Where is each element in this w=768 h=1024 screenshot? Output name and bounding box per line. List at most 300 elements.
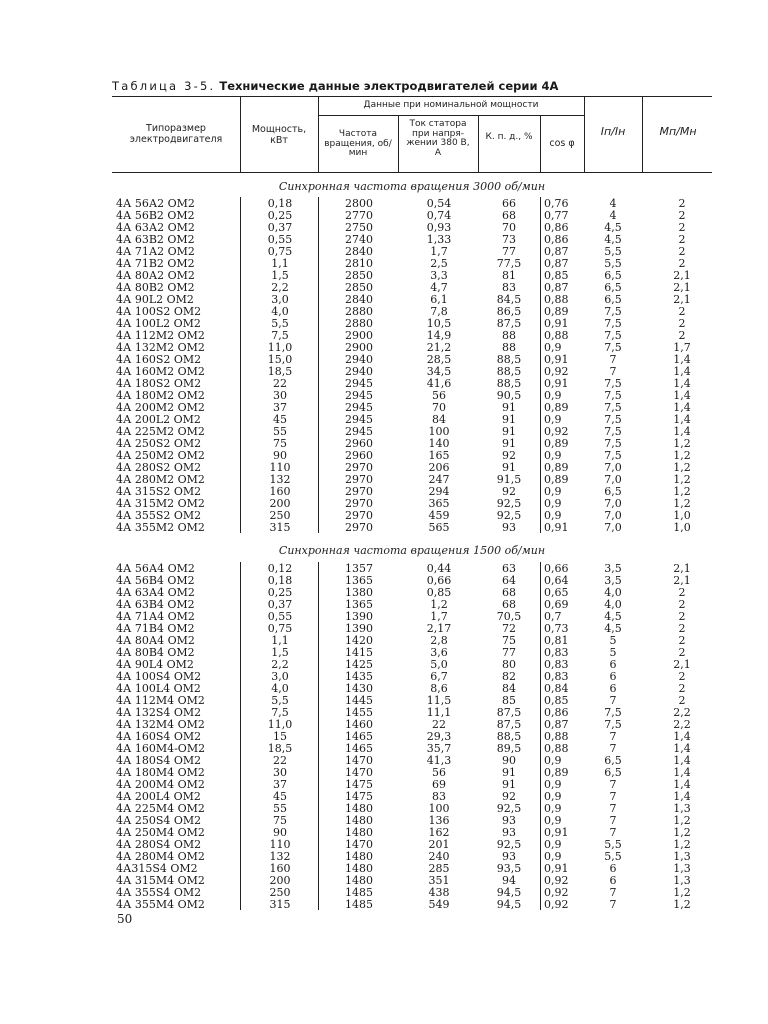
speed-cell: 1480 [345,850,373,863]
speed-cell: 2945 [345,425,373,438]
speed-cell: 2970 [345,461,373,474]
power-cell: 3,0 [271,670,289,683]
current-cell: 5,0 [430,658,448,671]
motor-type-cell: 4А 200М4 ОМ2 [116,778,205,791]
power-cell: 7,5 [271,329,289,342]
rows-3000 [0,198,768,534]
header-torque-ratio: Mп/Mн [659,125,697,138]
torque-ratio-cell: 1,2 [673,838,691,851]
table-top-rule [112,96,712,97]
power-cell: 200 [269,497,291,510]
power-cell: 18,5 [267,365,293,378]
current-ratio-cell: 4,5 [604,622,622,635]
torque-ratio-cell: 2,1 [673,293,691,306]
current-ratio-cell: 7,0 [604,497,622,510]
motor-type-cell: 4А 80А4 ОМ2 [116,634,195,647]
power-cell: 2,2 [271,658,289,671]
cos-phi-cell: 0,92 [544,874,569,887]
cos-phi-cell: 0,88 [544,742,569,755]
speed-cell: 2945 [345,413,373,426]
group-header-rule [318,115,584,116]
cos-phi-cell: 0,92 [544,425,569,438]
efficiency-cell: 68 [502,586,516,599]
current-cell: 11,1 [426,706,452,719]
torque-ratio-cell: 2 [678,317,686,330]
power-cell: 0,75 [267,622,293,635]
current-cell: 165 [428,449,450,462]
cos-phi-cell: 0,64 [544,574,569,587]
cos-phi-cell: 0,83 [544,646,569,659]
motor-type-cell: 4А 180S2 ОМ2 [116,377,202,390]
current-ratio-cell: 7,5 [604,305,622,318]
power-cell: 90 [273,449,287,462]
efficiency-cell: 80 [502,658,516,671]
power-cell: 5,5 [271,694,289,707]
cos-phi-cell: 0,9 [544,509,562,522]
current-ratio-cell: 7 [609,898,617,911]
cos-phi-cell: 0,81 [544,634,569,647]
cos-phi-cell: 0,87 [544,245,569,258]
power-cell: 15,0 [267,353,293,366]
speed-cell: 1390 [345,610,373,623]
speed-cell: 1430 [345,682,373,695]
power-cell: 30 [273,389,287,402]
efficiency-cell: 83 [502,281,516,294]
header-bottom-rule [112,172,712,173]
speed-cell: 1475 [345,790,373,803]
torque-ratio-cell: 2 [678,245,686,258]
efficiency-cell: 88 [502,329,516,342]
page-number: 50 [117,912,133,926]
speed-cell: 1465 [345,742,373,755]
current-cell: 100 [428,802,450,815]
motor-type-cell: 4А 315S2 ОМ2 [116,485,202,498]
motor-type-cell: 4А 63В4 ОМ2 [116,598,195,611]
current-cell: 3,6 [430,646,448,659]
current-cell: 201 [428,838,450,851]
speed-cell: 1465 [345,730,373,743]
power-cell: 22 [273,377,287,390]
power-cell: 0,18 [267,574,293,587]
current-ratio-cell: 4 [609,197,617,210]
current-ratio-cell: 4,0 [604,586,622,599]
efficiency-cell: 73 [502,233,516,246]
speed-cell: 2750 [345,221,373,234]
torque-ratio-cell: 1,4 [673,401,691,414]
current-ratio-cell: 7 [609,353,617,366]
motor-type-cell: 4А 200М2 ОМ2 [116,401,205,414]
power-cell: 22 [273,754,287,767]
current-ratio-cell: 6 [609,658,617,671]
current-ratio-cell: 7,5 [604,329,622,342]
motor-type-cell: 4А 132S4 ОМ2 [116,706,202,719]
efficiency-cell: 84 [502,682,516,695]
power-cell: 0,18 [267,197,293,210]
cos-phi-cell: 0,9 [544,389,562,402]
motor-type-cell: 4А315S4 ОМ2 [116,862,198,875]
current-cell: 83 [432,790,446,803]
current-ratio-cell: 4,5 [604,233,622,246]
speed-cell: 2945 [345,377,373,390]
cos-phi-cell: 0,9 [544,485,562,498]
current-ratio-cell: 6,5 [604,293,622,306]
efficiency-cell: 68 [502,209,516,222]
current-cell: 0,66 [426,574,452,587]
efficiency-cell: 92,5 [496,802,522,815]
current-ratio-cell: 4,0 [604,598,622,611]
torque-ratio-cell: 2,1 [673,281,691,294]
speed-cell: 1435 [345,670,373,683]
power-cell: 45 [273,413,287,426]
efficiency-cell: 92,5 [496,497,522,510]
cos-phi-cell: 0,83 [544,670,569,683]
torque-ratio-cell: 1,2 [673,485,691,498]
power-cell: 0,37 [267,221,293,234]
current-ratio-cell: 7,5 [604,401,622,414]
motor-type-cell: 4А 71А2 ОМ2 [116,245,195,258]
torque-ratio-cell: 1,2 [673,898,691,911]
power-cell: 250 [269,886,291,899]
efficiency-cell: 92,5 [496,509,522,522]
current-cell: 365 [428,497,450,510]
motor-type-cell: 4А 112М2 ОМ2 [116,329,205,342]
current-ratio-cell: 7,5 [604,425,622,438]
current-cell: 84 [432,413,446,426]
current-cell: 140 [428,437,450,450]
speed-cell: 2900 [345,341,373,354]
power-cell: 75 [273,814,287,827]
motor-type-cell: 4А 63А4 ОМ2 [116,586,195,599]
speed-cell: 2940 [345,365,373,378]
speed-cell: 2900 [345,329,373,342]
speed-cell: 2840 [345,245,373,258]
motor-type-cell: 4А 63А2 ОМ2 [116,221,195,234]
current-cell: 0,74 [426,209,452,222]
efficiency-cell: 91 [502,425,516,438]
motor-type-cell: 4А 90L2 ОМ2 [116,293,194,306]
motor-type-cell: 4А 112М4 ОМ2 [116,694,205,707]
efficiency-cell: 92 [502,449,516,462]
motor-type-cell: 4А 315М4 ОМ2 [116,874,205,887]
cos-phi-cell: 0,9 [544,413,562,426]
speed-cell: 2970 [345,485,373,498]
cos-phi-cell: 0,76 [544,197,569,210]
cos-phi-cell: 0,69 [544,598,569,611]
motor-type-cell: 4А 355S2 ОМ2 [116,509,202,522]
power-cell: 18,5 [267,742,293,755]
motor-type-cell: 4А 80В2 ОМ2 [116,281,195,294]
torque-ratio-cell: 1,2 [673,814,691,827]
speed-cell: 2880 [345,317,373,330]
efficiency-cell: 88,5 [496,353,522,366]
power-cell: 37 [273,778,287,791]
torque-ratio-cell: 2 [678,694,686,707]
current-cell: 21,2 [426,341,452,354]
speed-cell: 2810 [345,257,373,270]
current-cell: 247 [428,473,450,486]
cos-phi-cell: 0,92 [544,886,569,899]
efficiency-cell: 77,5 [496,257,522,270]
cos-phi-cell: 0,89 [544,401,569,414]
speed-cell: 2960 [345,437,373,450]
power-cell: 0,37 [267,598,293,611]
motor-type-cell: 4А 56В2 ОМ2 [116,209,195,222]
torque-ratio-cell: 2 [678,586,686,599]
current-cell: 70 [432,401,446,414]
efficiency-cell: 88,5 [496,377,522,390]
current-ratio-cell: 5,5 [604,838,622,851]
power-cell: 75 [273,437,287,450]
motor-type-cell: 4А 160М4-ОМ2 [116,742,206,755]
cos-phi-cell: 0,65 [544,586,569,599]
power-cell: 11,0 [267,718,293,731]
power-cell: 0,75 [267,245,293,258]
torque-ratio-cell: 1,2 [673,437,691,450]
torque-ratio-cell: 1,3 [673,850,691,863]
efficiency-cell: 77 [502,245,516,258]
current-ratio-cell: 7,5 [604,706,622,719]
current-ratio-cell: 7,0 [604,521,622,534]
current-cell: 2,5 [430,257,448,270]
cos-phi-cell: 0,9 [544,754,562,767]
power-cell: 4,0 [271,682,289,695]
efficiency-cell: 93 [502,814,516,827]
cos-phi-cell: 0,9 [544,497,562,510]
speed-cell: 1480 [345,814,373,827]
current-cell: 35,7 [426,742,452,755]
current-ratio-cell: 7 [609,826,617,839]
motor-type-cell: 4А 280М4 ОМ2 [116,850,205,863]
cos-phi-cell: 0,91 [544,353,569,366]
speed-cell: 2970 [345,473,373,486]
efficiency-cell: 88 [502,341,516,354]
efficiency-cell: 89,5 [496,742,522,755]
current-cell: 56 [432,389,446,402]
cos-phi-cell: 0,87 [544,718,569,731]
current-cell: 294 [428,485,450,498]
current-cell: 0,93 [426,221,452,234]
power-cell: 110 [269,838,291,851]
cos-phi-cell: 0,9 [544,790,562,803]
cos-phi-cell: 0,86 [544,221,569,234]
torque-ratio-cell: 1,4 [673,425,691,438]
torque-ratio-cell: 2 [678,634,686,647]
efficiency-cell: 82 [502,670,516,683]
current-cell: 100 [428,425,450,438]
motor-type-cell: 4А 160S4 ОМ2 [116,730,202,743]
current-cell: 6,1 [430,293,448,306]
speed-cell: 1357 [345,562,373,575]
motor-type-cell: 4А 250М4 ОМ2 [116,826,205,839]
current-ratio-cell: 7 [609,778,617,791]
motor-type-cell: 4А 56В4 ОМ2 [116,574,195,587]
efficiency-cell: 91 [502,437,516,450]
current-ratio-cell: 4,5 [604,610,622,623]
current-cell: 0,44 [426,562,452,575]
efficiency-cell: 87,5 [496,706,522,719]
torque-ratio-cell: 2 [678,610,686,623]
motor-type-cell: 4А 160М2 ОМ2 [116,365,205,378]
torque-ratio-cell: 2 [678,598,686,611]
current-cell: 41,3 [426,754,452,767]
cos-phi-cell: 0,91 [544,521,569,534]
cos-phi-cell: 0,86 [544,233,569,246]
speed-cell: 2960 [345,449,373,462]
table-row [0,899,768,911]
speed-cell: 1480 [345,874,373,887]
power-cell: 0,12 [267,562,293,575]
current-ratio-cell: 7 [609,730,617,743]
torque-ratio-cell: 1,0 [673,509,691,522]
motor-type-cell: 4А 355М2 ОМ2 [116,521,205,534]
motor-type-cell: 4А 56А2 ОМ2 [116,197,195,210]
power-cell: 315 [269,521,291,534]
power-cell: 200 [269,874,291,887]
current-ratio-cell: 7,5 [604,389,622,402]
efficiency-cell: 70,5 [496,610,522,623]
motor-type-cell: 4А 180М2 ОМ2 [116,389,205,402]
cos-phi-cell: 0,92 [544,898,569,911]
motor-type-cell: 4А 355S4 ОМ2 [116,886,202,899]
current-cell: 438 [428,886,450,899]
current-cell: 0,54 [426,197,452,210]
motor-type-cell: 4А 180S4 ОМ2 [116,754,202,767]
power-cell: 315 [269,898,291,911]
speed-cell: 2740 [345,233,373,246]
motor-type-cell: 4А 80В4 ОМ2 [116,646,195,659]
speed-cell: 2840 [345,293,373,306]
speed-cell: 2970 [345,521,373,534]
torque-ratio-cell: 2,1 [673,269,691,282]
motor-type-cell: 4А 160S2 ОМ2 [116,353,202,366]
power-cell: 132 [269,473,291,486]
current-ratio-cell: 7,5 [604,718,622,731]
torque-ratio-cell: 1,4 [673,353,691,366]
header-divider [478,115,479,172]
current-ratio-cell: 5 [609,646,617,659]
efficiency-cell: 88,5 [496,365,522,378]
speed-cell: 2800 [345,197,373,210]
motor-type-cell: 4А 80А2 ОМ2 [116,269,195,282]
speed-cell: 1415 [345,646,373,659]
cos-phi-cell: 0,92 [544,365,569,378]
current-cell: 565 [428,521,450,534]
current-ratio-cell: 6 [609,682,617,695]
speed-cell: 2945 [345,389,373,402]
cos-phi-cell: 0,89 [544,473,569,486]
current-cell: 351 [428,874,450,887]
cos-phi-cell: 0,73 [544,622,569,635]
efficiency-cell: 63 [502,562,516,575]
efficiency-cell: 68 [502,598,516,611]
current-ratio-cell: 7,5 [604,449,622,462]
torque-ratio-cell: 2 [678,682,686,695]
efficiency-cell: 66 [502,197,516,210]
motor-type-cell: 4А 180М4 ОМ2 [116,766,205,779]
current-cell: 162 [428,826,450,839]
table-title: Технические данные электродвигателей серии 4А [219,79,559,93]
current-cell: 41,6 [426,377,452,390]
header-divider [642,96,643,172]
current-cell: 1,7 [430,610,448,623]
current-cell: 1,33 [426,233,452,246]
efficiency-cell: 93 [502,826,516,839]
speed-cell: 1470 [345,838,373,851]
speed-cell: 2880 [345,305,373,318]
cos-phi-cell: 0,89 [544,437,569,450]
efficiency-cell: 85 [502,694,516,707]
current-ratio-cell: 7,5 [604,341,622,354]
header-power: Мощность, кВт [251,124,307,146]
power-cell: 2,2 [271,281,289,294]
efficiency-cell: 92 [502,485,516,498]
current-ratio-cell: 6 [609,874,617,887]
current-ratio-cell: 7 [609,790,617,803]
torque-ratio-cell: 2,1 [673,562,691,575]
torque-ratio-cell: 1,4 [673,790,691,803]
efficiency-cell: 77 [502,646,516,659]
torque-ratio-cell: 2,1 [673,574,691,587]
power-cell: 7,5 [271,706,289,719]
header-divider [318,96,319,172]
speed-cell: 1420 [345,634,373,647]
torque-ratio-cell: 2 [678,209,686,222]
current-cell: 285 [428,862,450,875]
efficiency-cell: 88,5 [496,730,522,743]
power-cell: 45 [273,790,287,803]
speed-cell: 1475 [345,778,373,791]
cos-phi-cell: 0,87 [544,257,569,270]
current-ratio-cell: 5 [609,634,617,647]
efficiency-cell: 86,5 [496,305,522,318]
motor-type-cell: 4А 100L4 ОМ2 [116,682,201,695]
power-cell: 0,25 [267,209,293,222]
speed-cell: 2850 [345,281,373,294]
cos-phi-cell: 0,9 [544,814,562,827]
header-divider [240,96,241,172]
torque-ratio-cell: 1,3 [673,802,691,815]
efficiency-cell: 94 [502,874,516,887]
power-cell: 0,55 [267,233,293,246]
power-cell: 3,0 [271,293,289,306]
header-current-ratio: Iп/Iн [600,125,626,138]
cos-phi-cell: 0,91 [544,317,569,330]
speed-cell: 1365 [345,574,373,587]
cos-phi-cell: 0,89 [544,461,569,474]
power-cell: 132 [269,850,291,863]
header-divider [398,115,399,172]
motor-type-cell: 4А 280S2 ОМ2 [116,461,202,474]
current-cell: 29,3 [426,730,452,743]
table-number: Таблица 3-5. [112,79,216,93]
speed-cell: 2940 [345,353,373,366]
torque-ratio-cell: 1,4 [673,377,691,390]
current-ratio-cell: 7,0 [604,509,622,522]
header-group-label: Данные при номинальной мощности [363,100,539,110]
current-cell: 459 [428,509,450,522]
torque-ratio-cell: 1,3 [673,862,691,875]
motor-type-cell: 4А 280М2 ОМ2 [116,473,205,486]
current-ratio-cell: 7 [609,694,617,707]
current-ratio-cell: 3,5 [604,562,622,575]
speed-cell: 2770 [345,209,373,222]
power-cell: 4,0 [271,305,289,318]
motor-type-cell: 4А 56А4 ОМ2 [116,562,195,575]
efficiency-cell: 94,5 [496,886,522,899]
table-row [0,522,768,534]
current-cell: 136 [428,814,450,827]
motor-type-cell: 4А 71В4 ОМ2 [116,622,195,635]
